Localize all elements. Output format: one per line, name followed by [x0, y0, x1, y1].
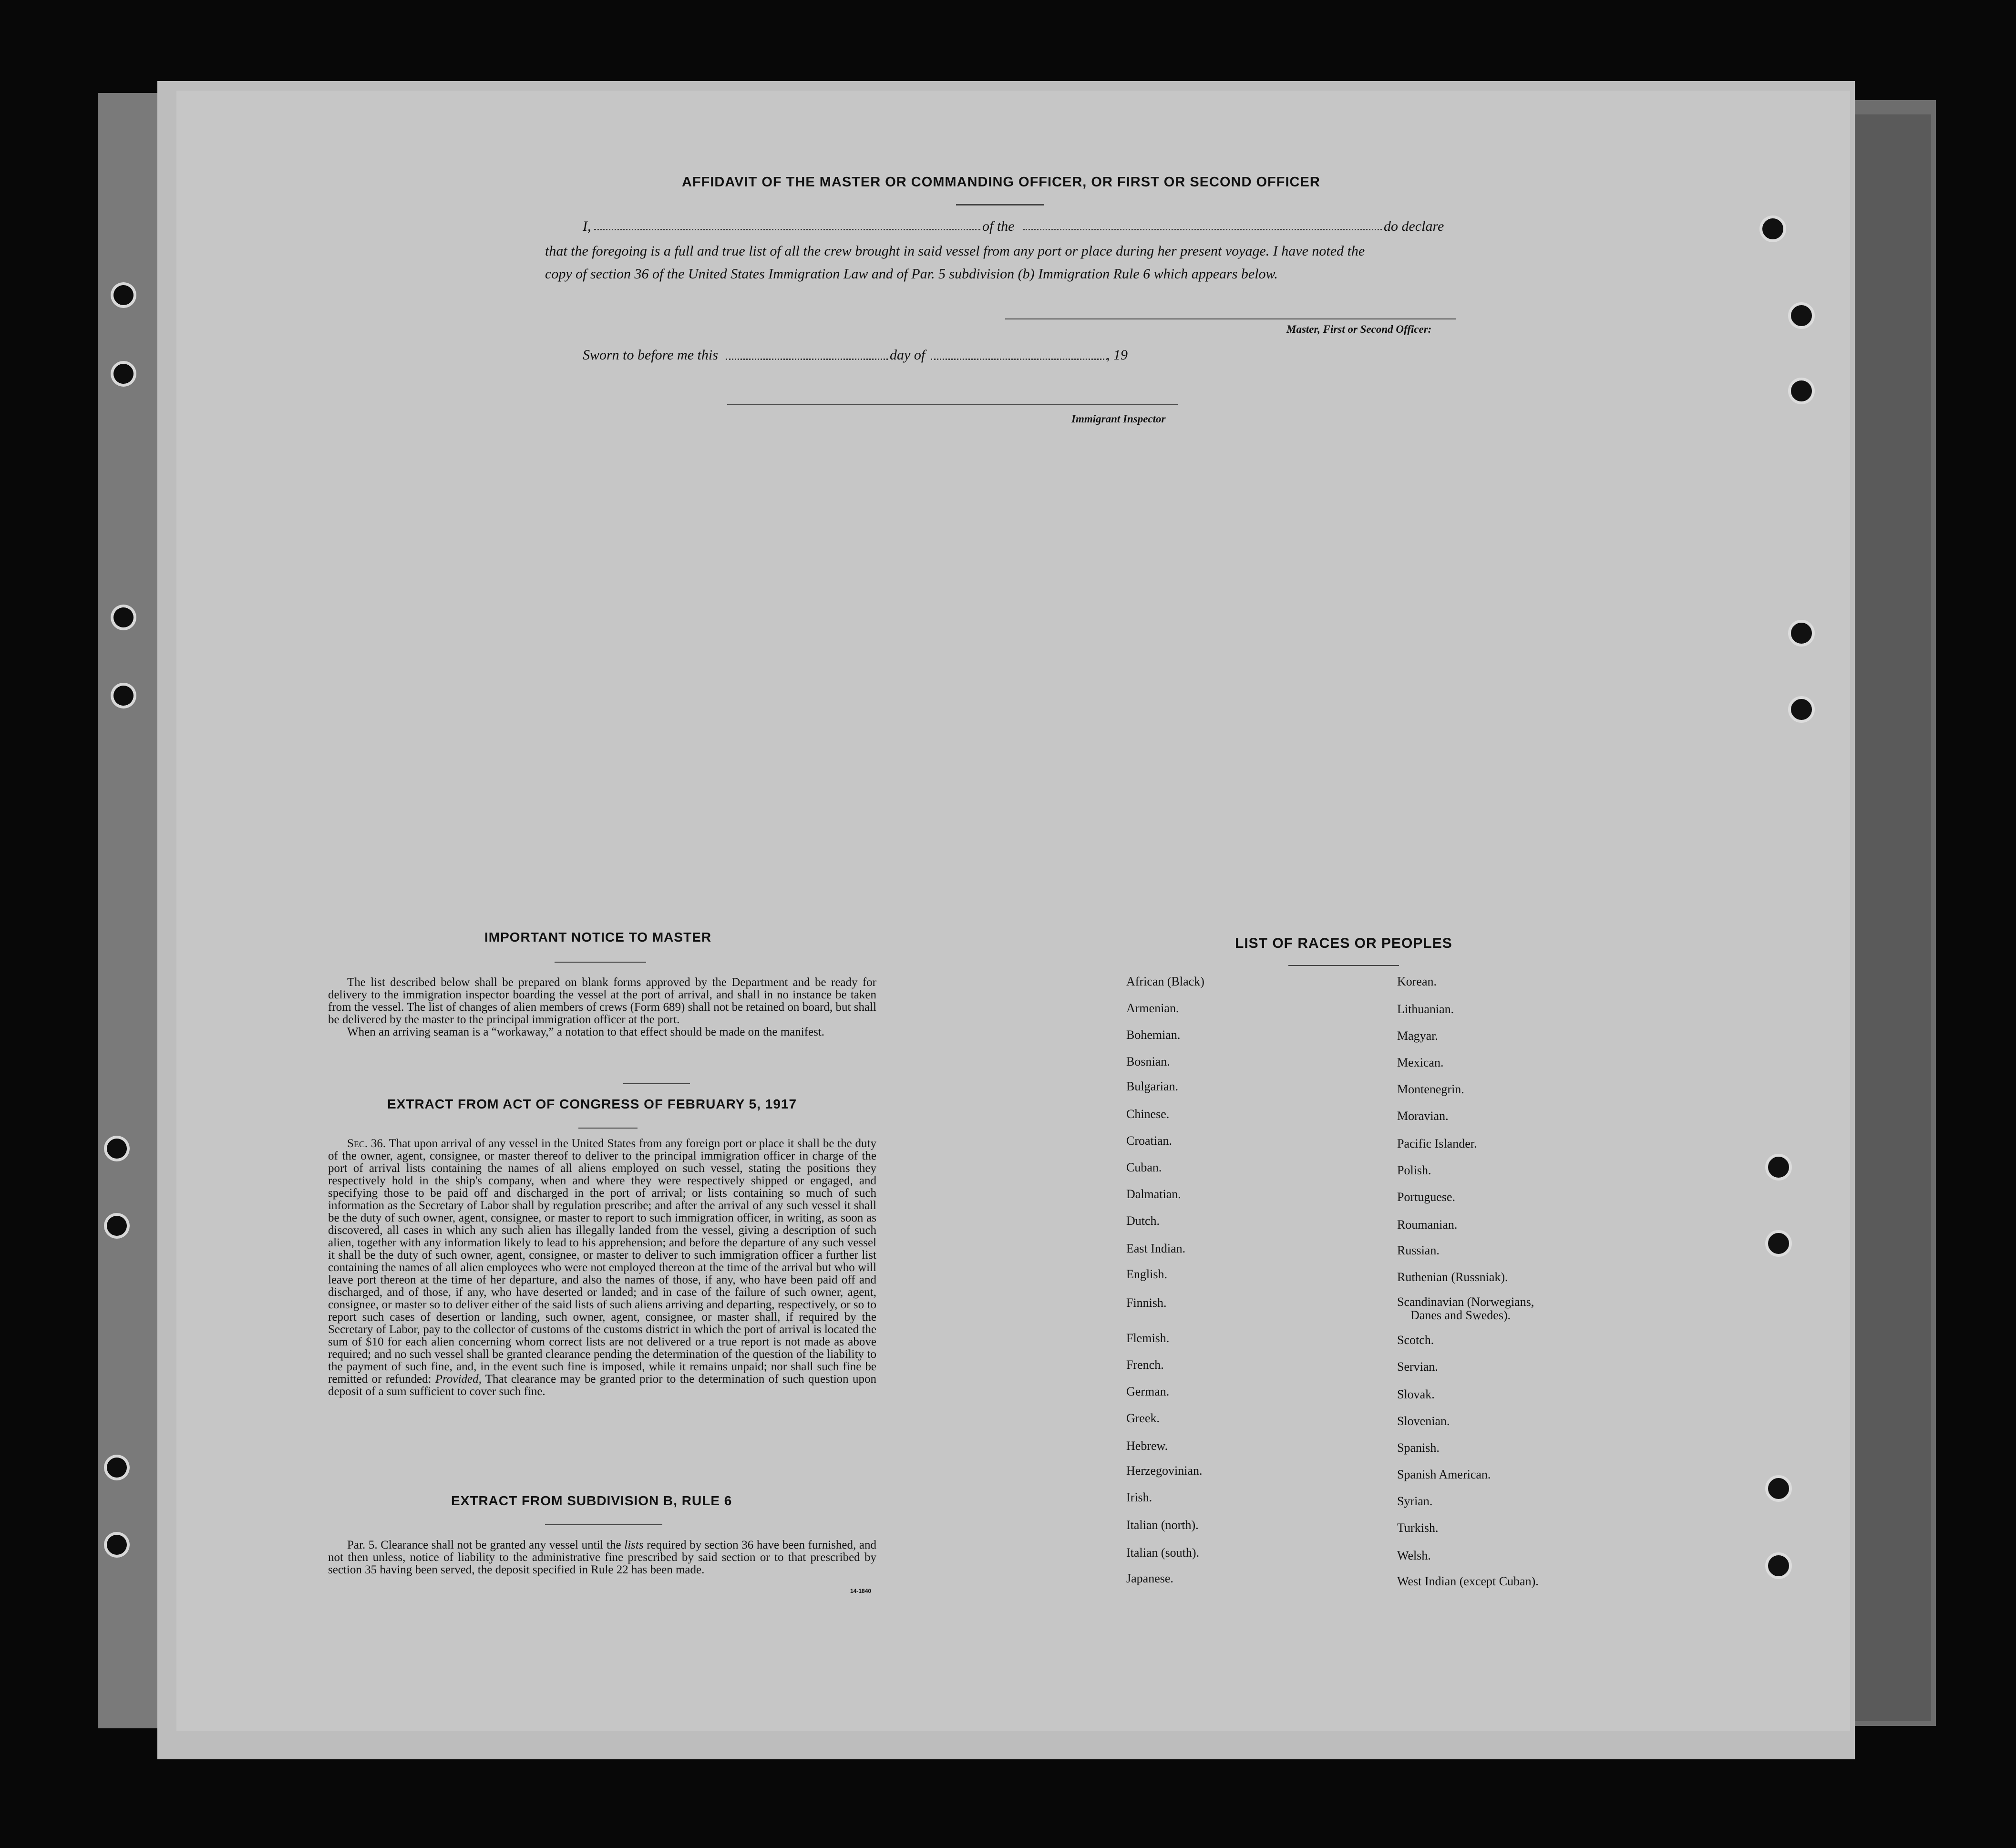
race-item: Greek. [1126, 1411, 1160, 1425]
master-signature-line [1005, 318, 1456, 319]
binder-hole-icon [1765, 1475, 1792, 1502]
section-36-label: Sec. 36. [347, 1137, 386, 1150]
binder-hole-icon [1788, 378, 1815, 404]
race-item: Dutch. [1126, 1214, 1160, 1228]
notice-title-rule [555, 962, 646, 963]
race-item: Montenegrin. [1397, 1082, 1464, 1096]
binder-hole-icon [1765, 1230, 1792, 1257]
master-signature-label: Master, First or Second Officer: [1286, 323, 1432, 335]
affidavit-do-declare: do declare [1384, 218, 1444, 234]
par-5-text-b: required by section 36 have been furnished, and not then unless, notice of liability to the administrative fine prescribed by said section or to that prescribed by section 35 having been served, the deposit specified in Rule 22 has been made. [328, 1539, 877, 1576]
notice-text [328, 976, 876, 1038]
binder-hole-icon [111, 605, 136, 630]
race-item: Moravian. [1397, 1109, 1449, 1123]
race-item: Chinese. [1126, 1107, 1170, 1121]
race-item: Mexican. [1397, 1056, 1444, 1069]
race-item: Spanish American. [1397, 1468, 1491, 1481]
act-extract-text [328, 1138, 876, 1398]
binder-hole-icon [111, 683, 136, 708]
section-36-provided: Provided, [435, 1373, 482, 1386]
binder-hole-icon [111, 361, 136, 387]
race-item: German. [1126, 1385, 1170, 1398]
race-item: Ruthenian (Russniak). [1397, 1270, 1508, 1284]
race-item: Armenian. [1126, 1001, 1179, 1015]
act-extract-title-rule [578, 1128, 638, 1129]
races-title: LIST OF RACES OR PEOPLES [1235, 935, 1452, 951]
race-item: Turkish. [1397, 1521, 1439, 1535]
rule-extract-text [328, 1539, 876, 1576]
race-item: Irish. [1126, 1490, 1152, 1504]
race-item: Hebrew. [1126, 1439, 1168, 1453]
vessel-master-name-line [594, 229, 980, 230]
inspector-label: Immigrant Inspector [1071, 413, 1166, 425]
race-item: Servian. [1397, 1360, 1438, 1374]
par-5-text-a: Par. 5. Clearance shall not be granted any vessel until the [347, 1539, 621, 1551]
race-item: Scotch. [1397, 1333, 1434, 1347]
race-item: Croatian. [1126, 1134, 1173, 1148]
race-item: Japanese. [1126, 1571, 1173, 1585]
race-item: Dalmatian. [1126, 1187, 1181, 1201]
race-item: Polish. [1397, 1163, 1431, 1177]
race-item: Russian. [1397, 1243, 1440, 1257]
affidavit-title: AFFIDAVIT OF THE MASTER OR COMMANDING OFFICER, OR FIRST OR SECOND OFFICER [682, 175, 1320, 190]
race-item: Finnish. [1126, 1296, 1167, 1310]
race-item: Syrian. [1397, 1494, 1433, 1508]
race-item: Bohemian. [1126, 1028, 1181, 1042]
page-inner [176, 91, 1850, 1731]
affidavit-line-3: copy of section 36 of the United States Immigration Law and of Par. 5 subdivision (b) Immigration Rule 6 which appears below. [545, 266, 1278, 282]
binder-hole-icon [104, 1532, 130, 1558]
race-item: Herzegovinian. [1126, 1464, 1203, 1478]
race-item: Lithuanian. [1397, 1002, 1454, 1016]
section-36-body: That upon arrival of any vessel in the United States from any foreign port or place it shall be the duty of the owner, agent, consignee, or master thereof to deliver to the principal immigration officer in charge of the port of arrival lists containing the names of all aliens employed on such vessel, stating the positions they respectively hold in the ship's company, when and where they were respectively shipped or engaged, and specifying those to be paid off and discharged in the port of arrival; or lists containing so much of such information as the Secretary of Labor shall by regulation prescribe; and after the arrival of any such vessel it shall be the duty of such owner, agent, consignee, or master to report to such immigration officer, in writing, as soon as discovered, all cases in which any such alien has illegally landed from the vessel, giving a description of such alien, together with any information likely to lead to his apprehension; and before the departure of any such vessel it shall be the duty of such owner, agent, consignee, or master to deliver to such immigration officer a further list containing the names of all alien employees who were not employed thereon at the time of the arrival but who will leave port thereon at the time of her departure, and also the names of those, if any, who have been paid off and discharged, and of those, if any, who have deserted or landed; and in case of the failure of such owner, agent, consignee, or master so to deliver either of the said lists of such aliens arriving and departing, respectively, or so to report such cases of desertion or landing, such owner, agent, consignee, or master shall, if required by the Secretary of Labor, pay to the collector of customs of the customs district in which the port of arrival is located the sum of $10 for each alien concerning whom correct lists are not delivered or a true report is not made as above required; and no such vessel shall be granted clearance pending the determination of the question of the liability to the payment of such fine, and, in the event such fine is imposed, while it remains unpaid; nor shall such fine be remitted or refunded: [328, 1137, 876, 1386]
affidavit-line-2: that the foregoing is a full and true list of all the crew brought in said vessel from any port or place during her present voyage. I have noted the [545, 243, 1365, 259]
race-item: East Indian. [1126, 1242, 1186, 1255]
race-item: Bosnian. [1126, 1055, 1170, 1068]
binder-hole-icon [1788, 696, 1815, 723]
notice-para-1: The list described below shall be prepared on blank forms approved by the Department and be ready for delivery to the immigration inspector boarding the vessel at the port of arrival, and shall in no instance be taken from the vessel. The list of changes of alien members of crews (Form 689) shall not be retained on board, but shall be delivered by the master to the principal immigration officer at the port. [328, 976, 876, 1026]
underlying-sheet-edge-2 [1850, 114, 1931, 1721]
notice-para-2: When an arriving seaman is a “workaway,” a notation to that effect should be made on the manifest. [347, 1026, 825, 1038]
race-item: Korean. [1397, 975, 1437, 988]
race-item: West Indian (except Cuban). [1397, 1574, 1539, 1588]
form-number: 14-1840 [850, 1588, 872, 1594]
affidavit-i: I, [583, 218, 591, 234]
rule-extract-title-rule [545, 1524, 662, 1525]
race-item: Slovak. [1397, 1387, 1435, 1401]
affidavit-of-the: of the [982, 218, 1015, 234]
inspector-signature-line [727, 404, 1178, 405]
affidavit-title-rule [956, 204, 1044, 205]
rule-extract-title: EXTRACT FROM SUBDIVISION B, RULE 6 [451, 1493, 732, 1508]
sworn-prefix: Sworn to before me this [583, 347, 718, 363]
sworn-year: , 19 [1106, 347, 1128, 363]
race-item: Slovenian. [1397, 1414, 1450, 1428]
races-title-rule [1288, 965, 1399, 966]
race-item: Pacific Islander. [1397, 1137, 1477, 1150]
race-item: Portuguese. [1397, 1190, 1456, 1204]
race-item: Spanish. [1397, 1441, 1440, 1455]
binder-hole-icon [1759, 216, 1786, 242]
notice-section-rule [623, 1083, 690, 1084]
sworn-day-line [726, 359, 888, 360]
binder-hole-icon [111, 282, 136, 308]
sworn-month-line [931, 359, 1107, 360]
binder-hole-icon [104, 1136, 130, 1161]
race-item: French. [1126, 1358, 1164, 1372]
race-item: Magyar. [1397, 1029, 1438, 1043]
binder-hole-icon [1765, 1154, 1792, 1181]
race-item: Bulgarian. [1126, 1079, 1179, 1093]
notice-title: IMPORTANT NOTICE TO MASTER [484, 930, 712, 945]
section-36-body-end: That clearance may be granted prior to the determination of such question upon deposit of a sum sufficient to cover such fine. [328, 1373, 876, 1398]
race-item: Scandinavian (Norwegians, [1397, 1295, 1534, 1309]
sworn-day-of: day of [890, 347, 926, 363]
race-item: Roumanian. [1397, 1218, 1458, 1232]
race-item: Danes and Swedes). [1410, 1308, 1511, 1322]
binder-hole-icon [104, 1455, 130, 1480]
binder-hole-icon [1788, 302, 1815, 329]
race-item: Flemish. [1126, 1331, 1170, 1345]
vessel-name-line [1023, 229, 1382, 230]
binder-hole-icon [1788, 620, 1815, 647]
binder-hole-icon [104, 1213, 130, 1239]
race-item: African (Black) [1126, 975, 1204, 988]
race-item: Cuban. [1126, 1160, 1162, 1174]
race-item: Welsh. [1397, 1549, 1431, 1562]
race-item: Italian (south). [1126, 1546, 1200, 1560]
race-item: English. [1126, 1267, 1167, 1281]
act-extract-title: EXTRACT FROM ACT OF CONGRESS OF FEBRUARY 5, 1917 [387, 1097, 797, 1111]
race-item: Italian (north). [1126, 1518, 1199, 1532]
par-5-lists: lists [624, 1539, 644, 1551]
binder-hole-icon [1765, 1552, 1792, 1579]
